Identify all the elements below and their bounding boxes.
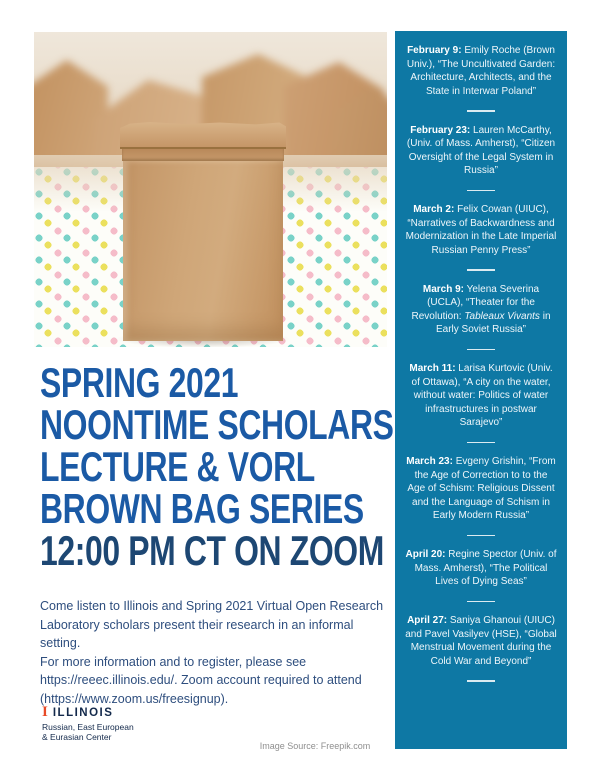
title-line: SPRING 2021	[40, 359, 239, 406]
intro-paragraph: Come listen to Illinois and Spring 2021 Virtual Open Research Laboratory scholars present their research in an informal setting. For more information and to register, please see https://reeec.illinois.edu/. Zoom account required to attend (https://www.zoom.us/freesignup).	[40, 599, 384, 706]
schedule-entry: February 23: Lauren McCarthy, (Univ. of Mass. Amherst), “Citizen Oversight of the Legal System in Russia”	[406, 124, 556, 176]
logo-unit-line: Russian, East European	[42, 722, 134, 732]
illinois-reeec-logo	[42, 706, 134, 742]
bag-fold-crease	[122, 149, 284, 161]
foreground-bag	[123, 122, 283, 341]
schedule-entry: April 20: Regine Spector (Univ. of Mass. Amherst), “The Political Lives of Dying Seas”	[405, 549, 557, 587]
divider	[467, 110, 495, 112]
schedule-entry: February 9: Emily Roche (Brown Univ.), “The Uncultivated Garden: Architecture, Architects, and the State in Interwar Poland”	[406, 45, 556, 97]
title-line: LECTURE & VORL	[40, 443, 315, 490]
entry-date: February 9:	[407, 45, 462, 56]
page-title	[40, 359, 505, 574]
block-i-icon: I	[42, 704, 48, 720]
entry-date: March 9:	[422, 283, 465, 295]
logo-unit-line: & Eurasian Center	[42, 732, 112, 742]
divider	[467, 269, 495, 271]
divider	[467, 190, 495, 192]
schedule-entry: April 27: Saniya Ghanoui (UIUC) and Pavel Vasilyev (HSE), “Global Menstrual Movement during the Cold War and Beyond”	[405, 615, 557, 667]
title-line: 12:00 PM CT ON ZOOM	[40, 527, 384, 574]
entry-date: April 27:	[407, 615, 448, 626]
schedule-entry: March 23: Evgeny Grishin, “From the Age of Correction to to the Age of Schism: Religious Dissent and the Language of Schism in Early Modern Russia”	[406, 456, 556, 521]
logo-wordmark: ILLINOIS	[52, 706, 114, 719]
entry-date: March 2:	[413, 204, 455, 215]
divider	[467, 601, 495, 603]
schedule-entry: March 9: Yelena Severina (UCLA), “Theater for the Revolution: Tableaux Vivants in Early Soviet Russia”	[411, 283, 551, 335]
schedule-entry: March 11: Larisa Kurtovic (Univ. of Ottawa), “A city on the water, without water: Politics of water infrastructures in postwar Sarajevo”	[409, 363, 553, 428]
entry-date: March 23:	[406, 456, 453, 467]
divider	[467, 680, 495, 682]
logo-unit-name	[42, 722, 134, 742]
entry-date: March 11:	[409, 363, 456, 374]
logo-row	[42, 706, 134, 719]
title-line: NOONTIME SCHOLARS	[40, 401, 394, 448]
brown-bags-photo	[34, 32, 387, 347]
divider	[467, 349, 495, 351]
bag-fold	[120, 122, 286, 149]
entry-date: April 20:	[405, 549, 446, 560]
title-line: BROWN BAG SERIES	[40, 485, 364, 532]
entry-date: February 23:	[410, 124, 471, 136]
bag-body	[123, 161, 283, 341]
image-credit: Image Source: Freepik.com	[259, 741, 371, 751]
schedule-entry: March 2: Felix Cowan (UIUC), “Narratives of Backwardness and Modernization in the Late Imperial Russian Penny Press”	[405, 204, 557, 256]
